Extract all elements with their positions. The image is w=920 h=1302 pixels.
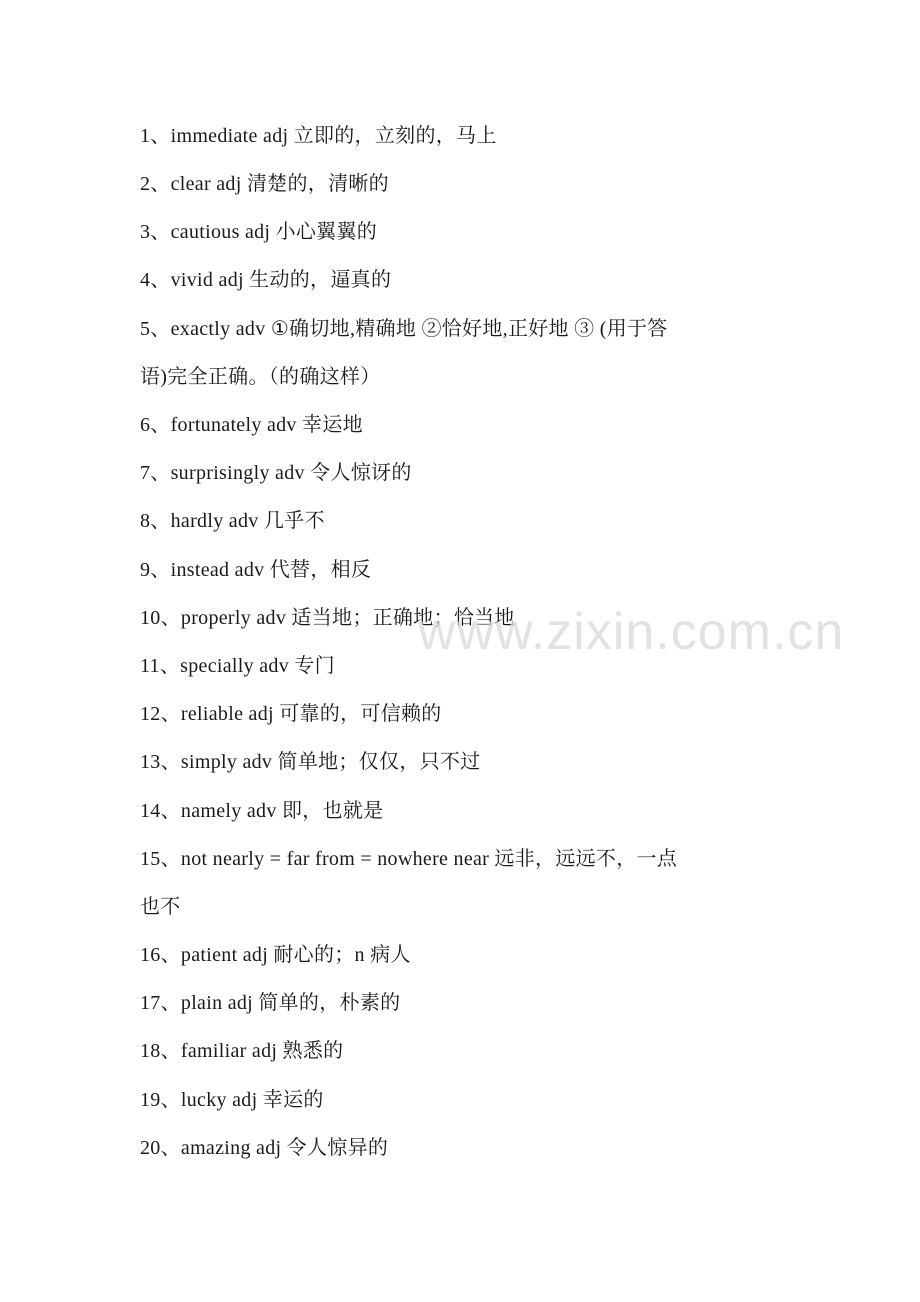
vocab-line-1: 1、immediate adj 立即的，立刻的，马上 xyxy=(140,125,497,147)
vocab-line-10: 10、properly adv 适当地；正确地；恰当地 xyxy=(140,607,515,629)
vocab-line-4: 4、vivid adj 生动的，逼真的 xyxy=(140,269,392,291)
vocab-line-6: 6、fortunately adv 幸运地 xyxy=(140,414,363,436)
vocab-line-7: 7、surprisingly adv 令人惊讶的 xyxy=(140,462,412,484)
vocab-line-13: 13、simply adv 简单地；仅仅，只不过 xyxy=(140,751,481,773)
vocab-line-8: 8、hardly adv 几乎不 xyxy=(140,510,325,532)
vocab-line-12: 12、reliable adj 可靠的，可信赖的 xyxy=(140,703,442,725)
vocab-line-20: 20、amazing adj 令人惊异的 xyxy=(140,1137,389,1159)
vocab-line-5-continued: 语)完全正确。（的确这样） xyxy=(140,366,381,388)
vocab-line-15: 15、not nearly = far from = nowhere near 远非，远远不，一点 xyxy=(140,848,678,870)
vocab-line-9: 9、instead adv 代替，相反 xyxy=(140,559,372,581)
vocab-line-14: 14、namely adv 即，也就是 xyxy=(140,800,384,822)
vocab-line-17: 17、plain adj 简单的，朴素的 xyxy=(140,992,401,1014)
vocab-line-19: 19、lucky adj 幸运的 xyxy=(140,1089,324,1111)
watermark: www.zixin.com.cn xyxy=(418,603,845,661)
vocab-line-11: 11、specially adv 专门 xyxy=(140,655,335,677)
vocab-line-18: 18、familiar adj 熟悉的 xyxy=(140,1040,344,1062)
vocab-line-15-continued: 也不 xyxy=(140,896,181,918)
vocab-line-2: 2、clear adj 清楚的，清晰的 xyxy=(140,173,389,195)
vocab-line-16: 16、patient adj 耐心的；n 病人 xyxy=(140,944,411,966)
vocab-line-3: 3、cautious adj 小心翼翼的 xyxy=(140,221,378,243)
vocab-line-5: 5、exactly adv ①确切地,精确地 ②恰好地,正好地 ③ (用于答 xyxy=(140,318,668,340)
